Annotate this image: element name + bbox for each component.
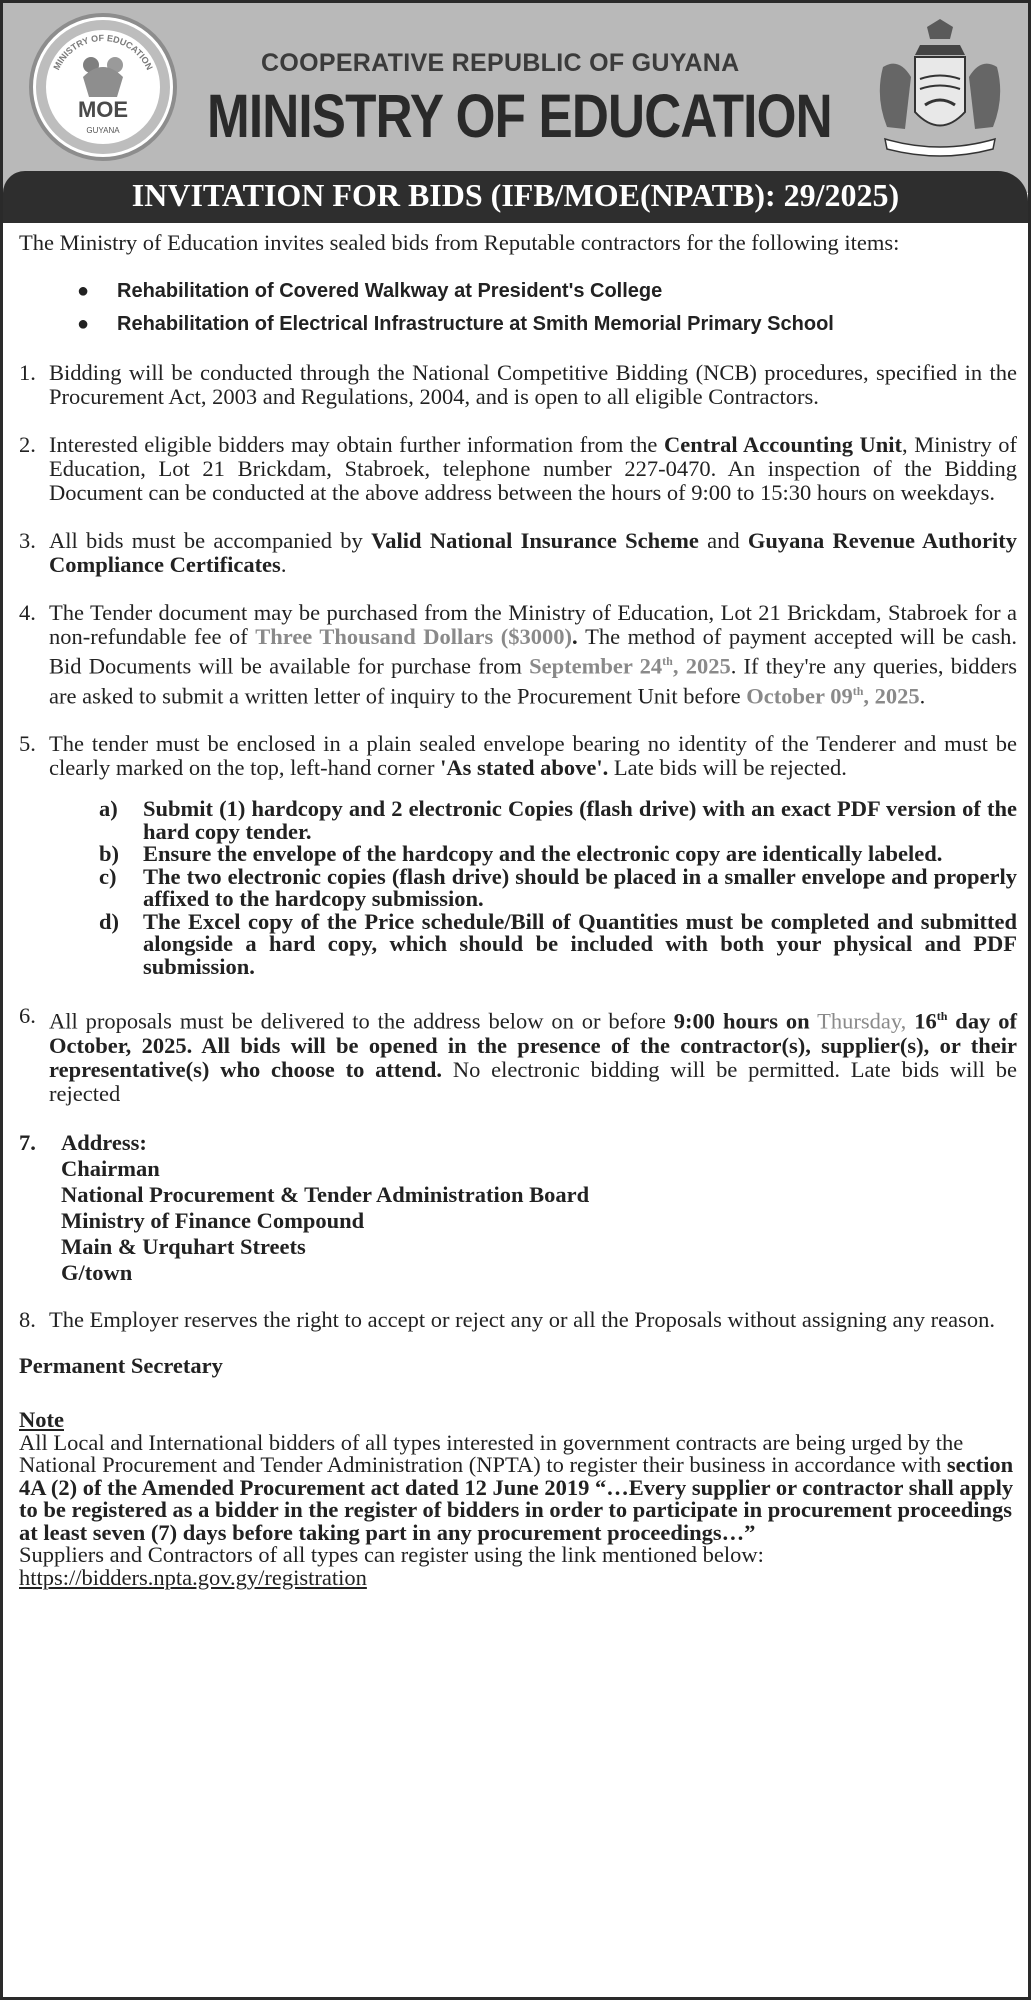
address-heading: Address:: [61, 1129, 147, 1155]
ministry-name: MINISTRY OF EDUCATION: [207, 82, 832, 150]
bid-title: INVITATION FOR BIDS (IFB/MOE(NPATB): 29/2025): [131, 177, 900, 213]
list-item: d) The Excel copy of the Price schedule/Bill of Quantities must be completed and submitted alongside a hard copy, which should be included with both your physical and PDF submission.: [99, 908, 1017, 979]
logo-sub-text: GUYANA: [86, 126, 120, 135]
note-text: All Local and International bidders of all types interested in government contracts are being urged by the National Procurement and Tender Administration (NPTA) to register their business in accordance with section 4A (2) of the Amended Procurement act dated 12 June 2019 “…Every supplier or contractor shall apply to be registered as a bidder in the register of bidders in order to participate in procurement proceedings at least seven (7) days before taking part in any procurement proceedings…”: [19, 1429, 1014, 1545]
address-line: Main & Urquhart Streets: [61, 1233, 306, 1259]
country-name: COOPERATIVE REPUBLIC OF GUYANA: [261, 49, 740, 77]
title-bar: [3, 171, 1028, 223]
list-item: a) Submit (1) hardcopy and 2 electronic Copies (flash drive) with an exact PDF version of the hard copy tender.: [99, 796, 1017, 844]
submission-requirements: [19, 798, 1017, 978]
address-line: National Procurement & Tender Administration Board: [61, 1181, 590, 1207]
clause-4: 4. The Tender document may be purchased from the Ministry of Education, Lot 21 Brickdam, Stabroek for a non-refundable fee of Three Thousand Dollars ($3000). The method of payment accepted will be cash. Bid Documents will be available for purchase from September 24th, 2025. If they're any queries, bidders are asked to submit a written letter of inquiry to the Procurement Unit before October 09th, 2025.: [19, 600, 1018, 708]
clause-8: 8. The Employer reserves the right to accept or reject any or all the Proposals without assigning any reason.: [19, 1306, 995, 1332]
note-register-text: Suppliers and Contractors of all types can register using the link mentioned below:: [19, 1542, 764, 1567]
intro-text: The Ministry of Education invites sealed bids from Reputable contractors for the following items:: [19, 230, 900, 255]
clause-1: 1. Bidding will be conducted through the National Competitive Bidding (NCB) procedures, specified in the Procurement Act, 2003 and Regulations, 2004, and is open to all eligible Contractors.: [19, 360, 1017, 409]
note-title: Note: [19, 1406, 64, 1432]
coat-of-arms-icon: [865, 17, 1015, 167]
address-line: Ministry of Finance Compound: [61, 1207, 365, 1233]
bullet-icon: ●: [77, 313, 90, 335]
header: [3, 3, 1028, 213]
clause-3: 3. All bids must be accompanied by Valid National Insurance Scheme and Guyana Revenue Authority Compliance Certificates.: [19, 528, 1017, 577]
logo-text: MOE: [77, 97, 129, 122]
body-content: [19, 231, 1017, 1589]
clause-5: 5. The tender must be enclosed in a plain sealed envelope bearing no identity of the Tenderer and must be clearly marked on the top, left-hand corner 'As stated above'. Late bids will be rejected.: [19, 731, 1017, 780]
list-item: c) The two electronic copies (flash drive) should be placed in a smaller envelope and properly affixed to the hardcopy submission.: [99, 863, 1017, 911]
list-item: ● Rehabilitation of Electrical Infrastructure at Smith Memorial Primary School: [19, 308, 1017, 341]
clause-7-address: 7. Address: Chairman National Procurement & Tender Administration Board Ministry of Finance Compound Main & Urquhart Streets G/town: [19, 1130, 1017, 1286]
bullet-icon: ●: [77, 280, 90, 302]
logo-ring-text: MINISTRY OF EDUCATION: [51, 32, 155, 72]
clause-2: 2. Interested eligible bidders may obtain further information from the Central Accounting Unit, Ministry of Education, Lot 21 Brickdam, Stabroek, telephone number 227-0470. An inspection of the Bidding Document can be conducted at the above address between the hours of 9:00 to 15:30 hours on weekdays.: [19, 432, 1018, 505]
signature: Permanent Secretary: [19, 1352, 223, 1378]
address-line: G/town: [61, 1259, 133, 1285]
conditions-list: [19, 361, 1017, 1332]
list-item: ● Rehabilitation of Covered Walkway at President's College: [19, 275, 1017, 308]
registration-link[interactable]: https://bidders.npta.gov.gy/registration: [19, 1564, 367, 1590]
moe-logo: [29, 13, 177, 161]
clause-6: 6. All proposals must be delivered to the address below on or before 9:00 hours on Thursday, 16th day of October, 2025. All bids will be opened in the presence of the contractor(s), supplier(s), or their representative(s) who choose to attend. No electronic bidding will be permitted. Late bids will be rejected: [19, 1003, 1017, 1106]
list-item: b) Ensure the envelope of the hardcopy and the electronic copy are identically labeled.: [99, 841, 943, 866]
address-line: Chairman: [61, 1155, 160, 1181]
items-list: [19, 275, 1017, 341]
